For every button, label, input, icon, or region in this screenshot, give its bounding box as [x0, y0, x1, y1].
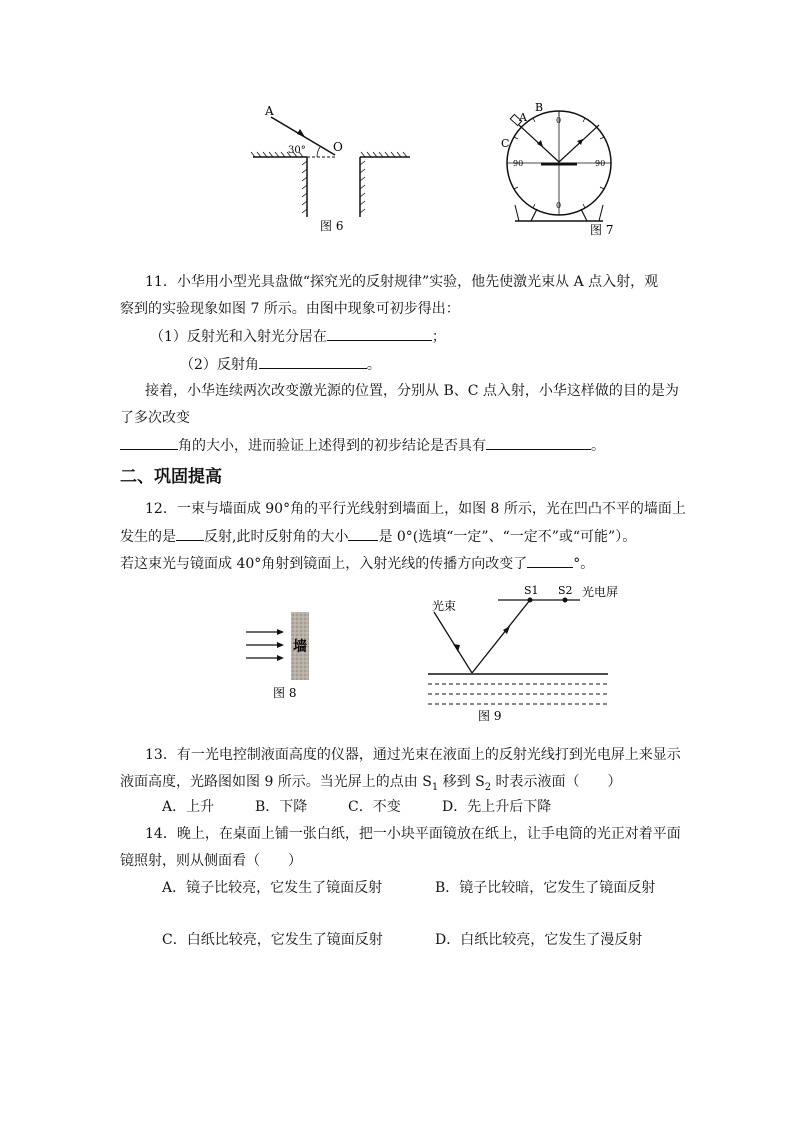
q13-line-2 [120, 772, 622, 798]
q11-blank-3[interactable] [120, 435, 178, 450]
q11-line-7 [120, 435, 605, 456]
figure-7 [495, 95, 625, 240]
q13-sub-2: 2 [484, 781, 492, 793]
fig7-top-zero: 0 [556, 116, 562, 125]
q11-line-7-end: 。 [591, 438, 605, 454]
q14-option-b[interactable]: B．镜子比较暗，它发生了镜面反射 [435, 880, 656, 896]
q12-line-3-end: °。 [573, 556, 595, 572]
figure-9 [420, 578, 630, 728]
q11-item-1-text: （1）反射光和入射光分居在 [150, 329, 327, 345]
fig9-s1-label: S1 [524, 584, 539, 597]
q11-line-1: 11．小华用小型光具盘做“探究光的反射规律”实验，他先使激光束从 A 点入射，观 [145, 274, 659, 290]
q12-blank-2[interactable] [348, 526, 378, 541]
fig6-label-a: A [265, 104, 274, 118]
q13-line-2a: 液面高度，光路图如图 9 所示。当光屏上的点由 S [120, 774, 432, 790]
q13-line-2c: 时表示液面（ ） [491, 774, 622, 790]
q11-item-2-text: （2）反射角 [180, 357, 259, 373]
fig7-bottom-zero: 0 [556, 201, 562, 210]
fig6-caption: 图 6 [320, 219, 344, 233]
q13-option-a[interactable]: A．上升 [162, 799, 215, 815]
fig9-s2-label: S2 [558, 584, 573, 597]
q11-item-2-end: 。 [366, 357, 381, 373]
section-title: 二、巩固提高 [120, 467, 222, 487]
fig9-beam-label: 光束 [432, 599, 457, 613]
q13-sub-1: 1 [431, 781, 439, 793]
fig7-label-b: B [535, 101, 544, 114]
q13-option-d[interactable]: D．先上升后下降 [442, 799, 552, 815]
q13-option-c[interactable]: C．不变 [348, 799, 401, 815]
q14-option-c[interactable]: C．白纸比较亮，它发生了镜面反射 [162, 932, 383, 948]
q11-line-2: 察到的实验现象如图 7 所示。由图中现象可初步得出： [120, 301, 460, 317]
fig8-caption: 图 8 [273, 686, 297, 700]
fig7-label-a: A [519, 111, 527, 124]
q12-line-3a: 若这束光与镜面成 40°角射到镜面上，入射光线的传播方向改变了 [120, 556, 528, 572]
q14-line-1: 14．晚上，在桌面上铺一张白纸，把一小块平面镜放在纸上，让手电筒的光正对着平面 [145, 826, 681, 842]
q11-blank-1[interactable] [327, 326, 432, 341]
q12-line-3 [120, 553, 594, 574]
fig6-angle-label: 30° [288, 145, 306, 156]
fig6-label-o: O [333, 140, 343, 154]
q14-option-a[interactable]: A．镜子比较亮，它发生了镜面反射 [162, 880, 383, 896]
figure-8 [240, 610, 320, 705]
q11-blank-2[interactable] [259, 354, 367, 369]
fig9-caption: 图 9 [478, 709, 502, 723]
fig8-wall-label: 墙 [293, 639, 307, 655]
q11-item-2 [180, 354, 381, 375]
q11-item-1 [150, 326, 446, 347]
q12-line-2 [120, 526, 636, 547]
q13-line-1: 13．有一光电控制液面高度的仪器，通过光束在液面上的反射光线打到光电屏上来显示 [145, 747, 681, 763]
q12-blank-3[interactable] [527, 553, 573, 568]
q11-blank-4[interactable] [486, 435, 591, 450]
q13-line-2b: 移到 S [438, 774, 485, 790]
figure-6 [245, 95, 425, 240]
q14-line-2: 镜照射，则从侧面看（ ） [120, 853, 302, 869]
q12-blank-1[interactable] [176, 526, 204, 541]
fig7-caption: 图 7 [590, 223, 614, 237]
q12-line-2c: 是 0°(选填“一定”、“一定不”或“可能”）。 [378, 529, 637, 545]
q12-line-2b: 反射,此时反射角的大小 [204, 529, 349, 545]
q11-line-6: 了多次改变 [120, 410, 190, 426]
q12-line-2a: 发生的是 [120, 529, 176, 545]
q12-line-1: 12．一束与墙面成 90°角的平行光线射到墙面上，如图 8 所示，光在凹凸不平的墙面上 [145, 501, 686, 517]
fig9-screen-label: 光电屏 [582, 585, 619, 599]
q11-line-5: 接着，小华连续两次改变激光源的位置，分别从 B、C 点入射，小华这样做的目的是为 [145, 383, 679, 399]
q13-option-b[interactable]: B．下降 [255, 799, 308, 815]
q11-item-1-end: ； [431, 329, 446, 345]
fig7-left-90: 90 [513, 159, 524, 168]
fig7-label-c: C [501, 137, 510, 150]
q11-line-7-text: 角的大小，进而验证上述得到的初步结论是否具有 [178, 438, 486, 454]
q14-option-d[interactable]: D．白纸比较亮，它发生了漫反射 [435, 932, 643, 948]
fig7-right-90: 90 [595, 159, 606, 168]
